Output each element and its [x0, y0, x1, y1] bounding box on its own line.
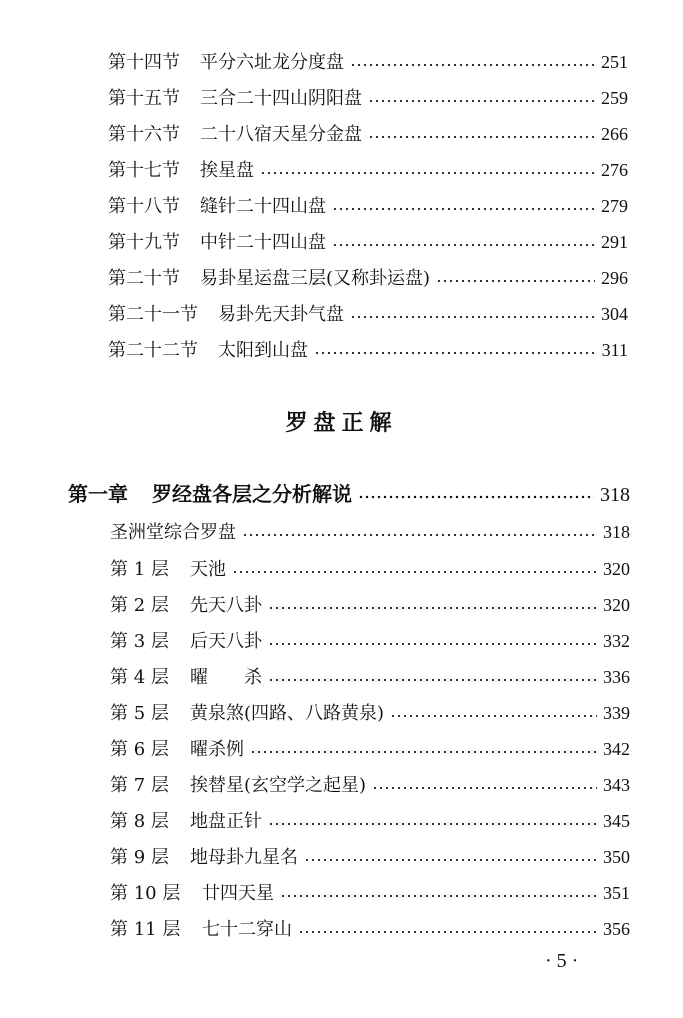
entry-title: 曜 杀: [190, 667, 262, 688]
page-number: 320: [603, 559, 630, 579]
page-number: 251: [601, 52, 628, 72]
entry-title: 缝针二十四山盘: [200, 196, 326, 217]
page-number: 320: [603, 595, 630, 615]
leader-dots: [390, 714, 597, 718]
layer-entry[interactable]: [110, 593, 630, 618]
part-heading: 罗盘正解: [285, 411, 398, 436]
leader-dots: [332, 243, 595, 247]
entry-title: 后天八卦: [190, 631, 262, 652]
layer-number: 第 10 层: [110, 883, 181, 904]
toc-entry[interactable]: [108, 266, 628, 291]
section-number: 第十九节: [108, 232, 180, 253]
toc-entry[interactable]: [108, 50, 628, 75]
entry-title: 挨替星(玄空学之起星): [190, 775, 367, 796]
layer-entry[interactable]: [110, 881, 630, 906]
toc-entry[interactable]: [108, 158, 628, 183]
layer-entry[interactable]: [110, 629, 630, 654]
layer-number: 第 7 层: [110, 775, 169, 796]
chapter-entry[interactable]: [68, 482, 630, 507]
leader-dots: [358, 495, 594, 499]
entry-title: 地盘正针: [190, 811, 262, 832]
entry-title: 太阳到山盘: [218, 340, 308, 361]
layer-number: 第 8 层: [110, 811, 169, 832]
leader-dots: [350, 63, 595, 67]
page-number: 336: [603, 667, 630, 687]
toc-entry[interactable]: [108, 86, 628, 111]
leader-dots: [268, 678, 597, 682]
page-number: 318: [600, 484, 630, 506]
toc-entry[interactable]: [108, 338, 628, 363]
section-number: 第十七节: [108, 160, 180, 181]
entry-title: 先天八卦: [190, 595, 262, 616]
page-number: 345: [603, 811, 630, 831]
page-number: 304: [601, 304, 628, 324]
page-number: 332: [603, 631, 630, 651]
leader-dots: [268, 606, 597, 610]
entry-title: 挨星盘: [200, 160, 254, 181]
layer-number: 第 9 层: [110, 847, 169, 868]
leader-dots: [368, 135, 595, 139]
layer-number: 第 6 层: [110, 739, 169, 760]
entry-title: 黄泉煞(四路、八路黄泉): [190, 703, 385, 724]
page-number: 311: [601, 340, 628, 360]
page-number: 291: [601, 232, 628, 252]
leader-dots: [268, 822, 597, 826]
leader-dots: [260, 171, 595, 175]
page-number: 266: [601, 124, 628, 144]
entry-title: 地母卦九星名: [190, 847, 298, 868]
leader-dots: [304, 858, 597, 862]
leader-dots: [268, 642, 597, 646]
page-number: 356: [603, 919, 630, 939]
layer-number: 第 1 层: [110, 559, 169, 580]
leader-dots: [242, 533, 597, 537]
entry-title: 易卦星运盘三层(又称卦运盘): [200, 268, 431, 289]
toc-entry[interactable]: [110, 520, 630, 545]
page-number: 259: [601, 88, 628, 108]
toc-entry[interactable]: [108, 194, 628, 219]
layer-entry[interactable]: [110, 773, 630, 798]
entry-title: 易卦先天卦气盘: [218, 304, 344, 325]
layer-number: 第 4 层: [110, 667, 169, 688]
entry-title: 曜杀例: [190, 739, 244, 760]
page-number: 350: [603, 847, 630, 867]
section-number: 第十六节: [108, 124, 180, 145]
toc-entry[interactable]: [108, 122, 628, 147]
page-number: 342: [603, 739, 630, 759]
layer-number: 第 2 层: [110, 595, 169, 616]
page-number: 343: [603, 775, 630, 795]
section-number: 第十四节: [108, 52, 180, 73]
entry-title: 中针二十四山盘: [200, 232, 326, 253]
section-number: 第十八节: [108, 196, 180, 217]
entry-title: 圣洲堂综合罗盘: [110, 522, 236, 543]
layer-entry[interactable]: [110, 557, 630, 582]
page-number: 339: [603, 703, 630, 723]
page-number: 318: [603, 522, 630, 542]
layer-entry[interactable]: [110, 809, 630, 834]
section-number: 第十五节: [108, 88, 180, 109]
entry-title: 七十二穿山: [202, 919, 292, 940]
page-number: 279: [601, 196, 628, 216]
chapter-title: 罗经盘各层之分析解说: [152, 482, 352, 506]
layer-entry[interactable]: [110, 917, 630, 942]
section-number: 第二十节: [108, 268, 180, 289]
page-number: 351: [603, 883, 630, 903]
layer-number: 第 3 层: [110, 631, 169, 652]
section-number: 第二十二节: [108, 340, 198, 361]
entry-title: 廿四天星: [202, 883, 274, 904]
toc-entry[interactable]: [108, 230, 628, 255]
leader-dots: [314, 351, 596, 355]
leader-dots: [280, 894, 597, 898]
leader-dots: [250, 750, 597, 754]
layer-entry[interactable]: [110, 845, 630, 870]
section-number: 第二十一节: [108, 304, 198, 325]
leader-dots: [372, 786, 597, 790]
entry-title: 三合二十四山阴阳盘: [200, 88, 362, 109]
layer-entry[interactable]: [110, 665, 630, 690]
leader-dots: [332, 207, 595, 211]
leader-dots: [298, 930, 597, 934]
leader-dots: [232, 570, 597, 574]
layer-entry[interactable]: [110, 701, 630, 726]
toc-entry[interactable]: [108, 302, 628, 327]
leader-dots: [350, 315, 595, 319]
page-number: 296: [601, 268, 628, 288]
entry-title: 天池: [190, 559, 226, 580]
leader-dots: [436, 279, 595, 283]
layer-entry[interactable]: [110, 737, 630, 762]
layer-number: 第 5 层: [110, 703, 169, 724]
entry-title: 二十八宿天星分金盘: [200, 124, 362, 145]
entry-title: 平分六址龙分度盘: [200, 52, 344, 73]
leader-dots: [368, 99, 595, 103]
page-number: 276: [601, 160, 628, 180]
page-folio: · 5 ·: [545, 950, 579, 972]
chapter-number: 第一章: [68, 482, 128, 506]
layer-number: 第 11 层: [110, 919, 181, 940]
